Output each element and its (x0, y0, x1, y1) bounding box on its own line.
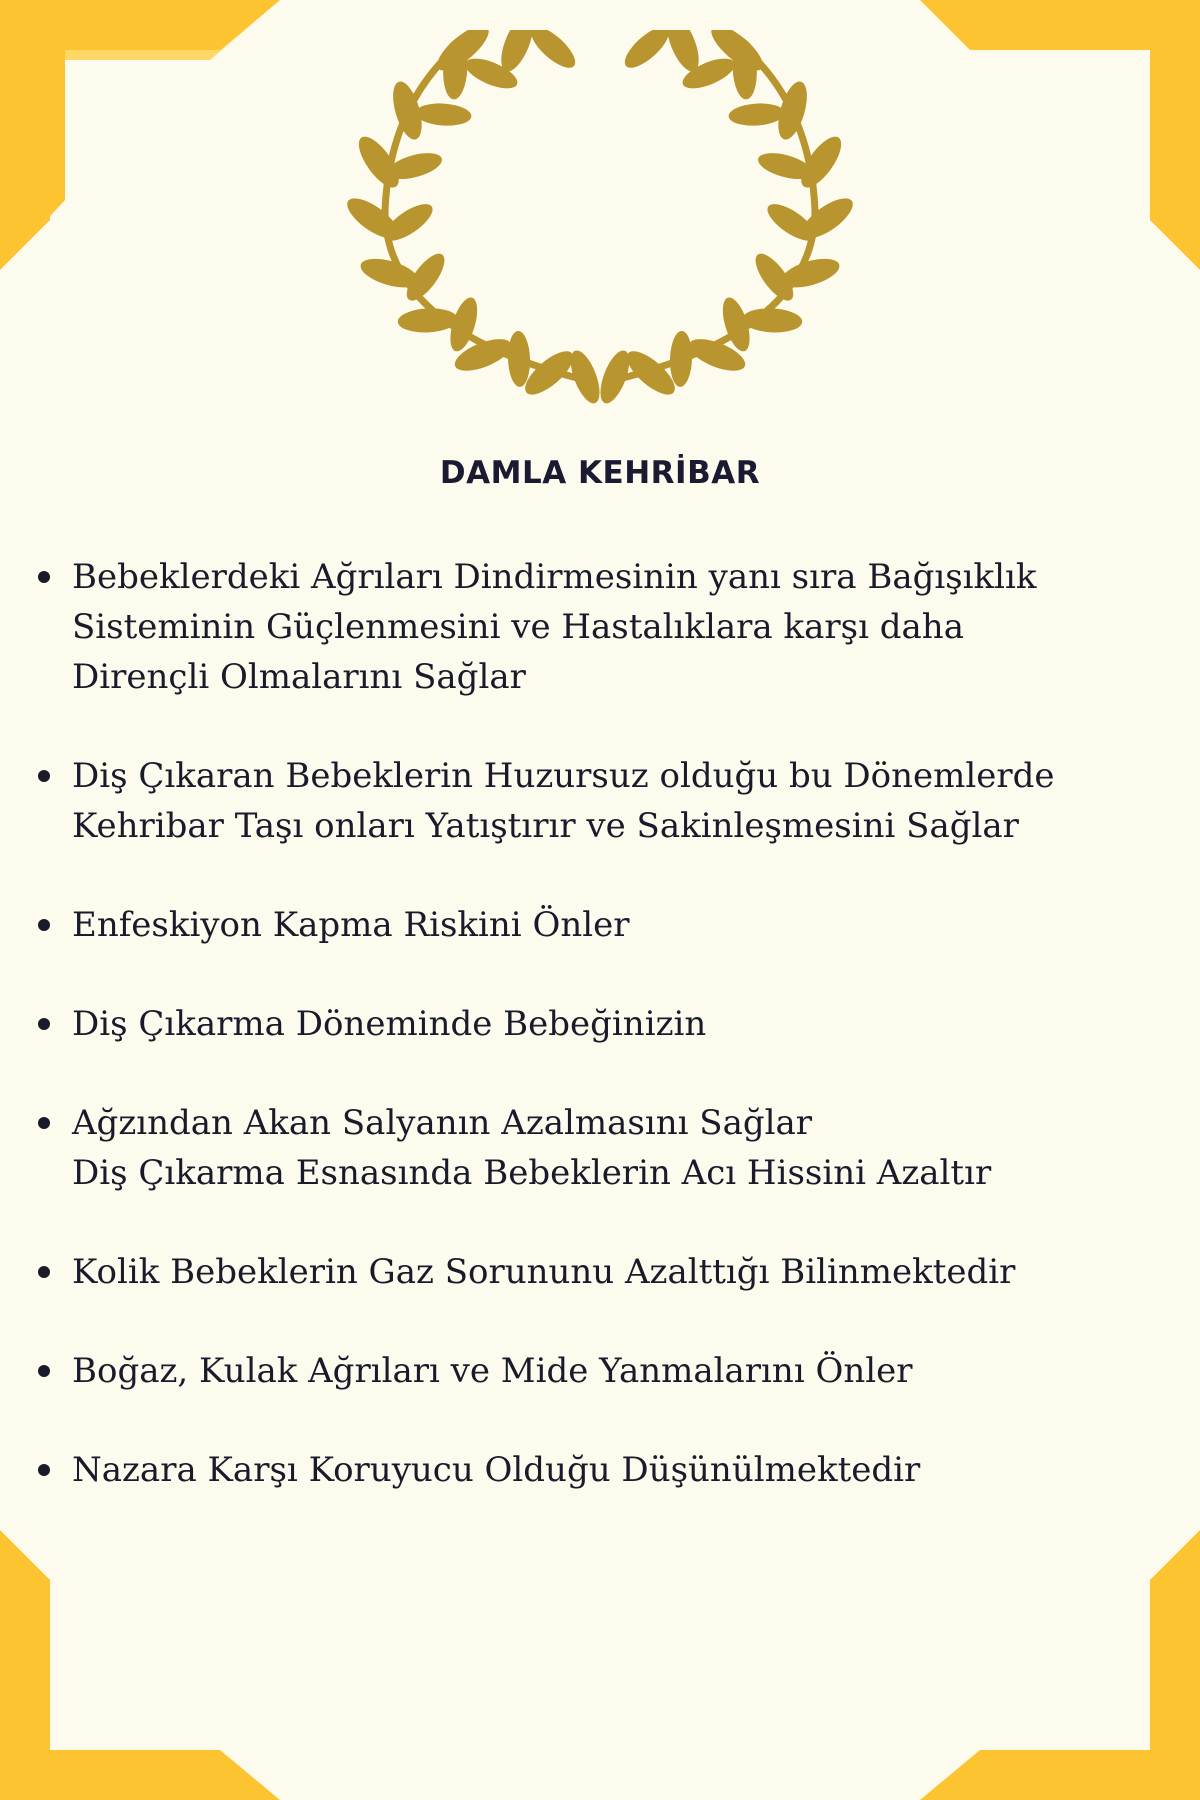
list-item-line: Sisteminin Güçlenmesini ve Hastalıklara karşı daha (72, 607, 964, 647)
list-item (34, 999, 1194, 1049)
list-item-line: Diş Çıkarma Döneminde Bebeğinizin (72, 1004, 707, 1044)
bullet-icon (38, 770, 50, 782)
list-item (34, 552, 1194, 702)
bullet-icon (38, 1365, 50, 1377)
bullet-icon (38, 919, 50, 931)
list-item-line: Dirençli Olmalarını Sağlar (72, 657, 526, 697)
list-item (34, 900, 1194, 950)
bullet-icon (38, 1266, 50, 1278)
corner-top-left-icon (0, 0, 280, 280)
list-item (34, 1247, 1194, 1297)
page-title: DAMLA KEHRİBAR (439, 455, 761, 491)
list-item (34, 1098, 1194, 1198)
list-item (34, 751, 1194, 851)
list-item-line: Diş Çıkarma Esnasında Bebeklerin Acı Hissini Azaltır (72, 1153, 992, 1193)
bullet-icon (38, 1018, 50, 1030)
list-item-line: Kehribar Taşı onları Yatıştırır ve Sakinleşmesini Sağlar (72, 806, 1019, 846)
corner-top-right-icon (920, 0, 1200, 280)
benefit-list (34, 552, 1194, 1544)
list-item-line: Kolik Bebeklerin Gaz Sorununu Azalttığı Bilinmektedir (72, 1252, 1016, 1292)
list-item-line: Boğaz, Kulak Ağrıları ve Mide Yanmalarını Önler (72, 1351, 913, 1391)
list-item-line: Bebeklerdeki Ağrıları Dindirmesinin yanı sıra Bağışıklık (72, 557, 1037, 597)
list-item (34, 1445, 1194, 1495)
laurel-wreath-icon (345, 30, 855, 410)
bullet-icon (38, 571, 50, 583)
corner-bottom-right-icon (920, 1520, 1200, 1800)
corner-bottom-left-icon (0, 1520, 280, 1800)
list-item-line: Ağzından Akan Salyanın Azalmasını Sağlar (72, 1103, 813, 1143)
list-item-line: Diş Çıkaran Bebeklerin Huzursuz olduğu bu Dönemlerde (72, 756, 1055, 796)
bullet-icon (38, 1464, 50, 1476)
list-item (34, 1346, 1194, 1396)
list-item-line: Nazara Karşı Koruyucu Olduğu Düşünülmektedir (72, 1450, 921, 1490)
list-item-line: Enfeskiyon Kapma Riskini Önler (72, 905, 630, 945)
bullet-icon (38, 1117, 50, 1129)
